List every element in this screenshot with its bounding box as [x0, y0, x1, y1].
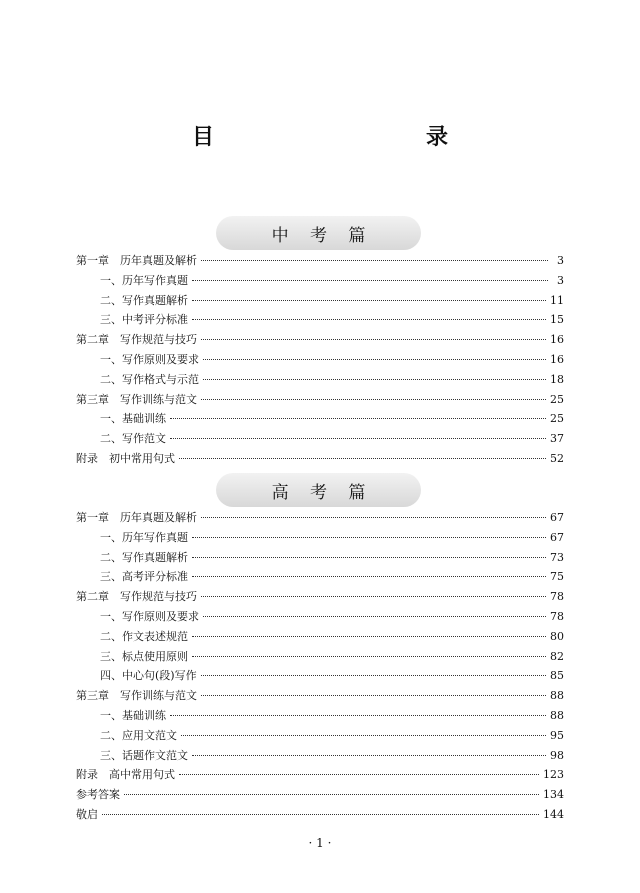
toc-entry-label: 第一章 历年真题及解析 [76, 254, 197, 267]
toc-entry-page: 25 [550, 392, 564, 406]
page-title: 目 录 [191, 124, 504, 150]
toc-chapter-entry[interactable] [76, 587, 564, 607]
toc-entry-label: 二、应用文范文 [100, 728, 177, 742]
toc-entry-page: 11 [550, 293, 564, 307]
toc-chapter-entry[interactable] [76, 765, 564, 785]
toc-entry-label: 附录 高中常用句式 [76, 768, 175, 782]
toc-entry-page: 16 [550, 333, 564, 347]
toc-entry-label: 一、写作原则及要求 [100, 609, 199, 623]
toc-entry-label: 第二章 写作规范与技巧 [76, 590, 197, 604]
page-number: · 1 · [308, 836, 332, 850]
toc-entry-label: 第一章 历年真题及解析 [76, 511, 197, 524]
toc-entry-page: 3 [557, 254, 564, 267]
toc-subsection-entry[interactable] [76, 647, 564, 667]
toc-subsection-entry[interactable] [76, 370, 564, 390]
toc-subsection-entry[interactable] [76, 627, 564, 647]
toc-chapter-entry[interactable] [76, 449, 564, 469]
dot-leader [192, 299, 546, 301]
dot-leader [203, 378, 546, 380]
toc-entry-label: 三、标点使用原则 [100, 649, 188, 663]
toc-entry-page: 16 [550, 352, 564, 366]
toc-entry-label: 第三章 写作训练与范文 [76, 392, 197, 406]
dot-leader [201, 516, 546, 518]
toc-entry-label: 一、历年写作真题 [100, 273, 188, 287]
toc-entry-label: 二、写作真题解析 [100, 293, 188, 307]
toc-entry-page: 75 [550, 570, 564, 584]
dot-leader [170, 714, 546, 716]
toc-entry-page: 52 [550, 451, 564, 465]
dot-leader [192, 279, 548, 281]
section-banner-zhongkao: 中 考 篇 [216, 216, 421, 250]
toc-entry-page: 88 [550, 689, 564, 703]
dot-leader [192, 556, 546, 558]
toc-subsection-entry[interactable] [76, 271, 564, 291]
dot-leader [201, 398, 546, 400]
dot-leader [192, 655, 546, 657]
toc-subsection-entry[interactable] [76, 310, 564, 330]
toc-subsection-entry[interactable] [76, 567, 564, 587]
toc-chapter-entry[interactable] [76, 686, 564, 706]
dot-leader [170, 437, 546, 439]
dot-leader [201, 674, 546, 676]
toc-entry-label: 三、话题作文范文 [100, 748, 188, 762]
toc-entry-page: 15 [550, 313, 564, 327]
toc-entry-label: 二、写作范文 [100, 432, 166, 446]
dot-leader [124, 793, 539, 795]
toc-subsection-entry[interactable] [76, 350, 564, 370]
toc-list-appendix [76, 785, 564, 825]
toc-entry-label: 三、高考评分标准 [100, 570, 188, 584]
toc-list-zhongkao [76, 251, 564, 469]
dot-leader [181, 734, 546, 736]
dot-leader [179, 773, 539, 775]
dot-leader [170, 417, 546, 419]
toc-chapter-entry[interactable] [76, 785, 564, 805]
toc-entry-label: 一、基础训练 [100, 708, 166, 722]
toc-entry-label: 第二章 写作规范与技巧 [76, 333, 197, 347]
toc-subsection-entry[interactable] [76, 607, 564, 627]
toc-entry-page: 85 [550, 669, 564, 683]
dot-leader [102, 813, 539, 815]
toc-entry-page: 123 [543, 768, 564, 782]
dot-leader [201, 595, 546, 597]
toc-subsection-entry[interactable] [76, 746, 564, 766]
toc-entry-page: 3 [557, 273, 564, 287]
dot-leader [201, 338, 546, 340]
toc-subsection-entry[interactable] [76, 706, 564, 726]
toc-subsection-entry[interactable] [76, 429, 564, 449]
toc-entry-page: 67 [550, 511, 564, 524]
toc-subsection-entry[interactable] [76, 726, 564, 746]
toc-subsection-entry[interactable] [76, 666, 564, 686]
toc-entry-label: 二、写作格式与示范 [100, 372, 199, 386]
toc-entry-page: 80 [550, 629, 564, 643]
toc-entry-page: 134 [543, 788, 564, 801]
toc-chapter-entry[interactable] [76, 508, 564, 528]
dot-leader [192, 536, 546, 538]
toc-entry-page: 25 [550, 412, 564, 426]
toc-entry-label: 二、写作真题解析 [100, 550, 188, 564]
toc-list-gaokao [76, 508, 564, 785]
toc-entry-label: 四、中心句(段)写作 [100, 669, 197, 683]
dot-leader [203, 615, 546, 617]
toc-entry-page: 18 [550, 372, 564, 386]
toc-entry-label: 第三章 写作训练与范文 [76, 689, 197, 703]
dot-leader [203, 358, 546, 360]
toc-entry-page: 82 [550, 649, 564, 663]
toc-entry-page: 144 [543, 807, 564, 821]
dot-leader [201, 259, 548, 261]
toc-entry-label: 附录 初中常用句式 [76, 451, 175, 465]
toc-entry-page: 98 [550, 748, 564, 762]
toc-entry-label: 二、作文表述规范 [100, 629, 188, 643]
toc-subsection-entry[interactable] [76, 548, 564, 568]
toc-entry-page: 37 [550, 432, 564, 446]
toc-entry-label: 一、历年写作真题 [100, 530, 188, 544]
toc-entry-label: 一、写作原则及要求 [100, 352, 199, 366]
toc-entry-page: 78 [550, 609, 564, 623]
toc-chapter-entry[interactable] [76, 251, 564, 271]
dot-leader [192, 575, 546, 577]
toc-chapter-entry[interactable] [76, 390, 564, 410]
toc-entry-label: 一、基础训练 [100, 412, 166, 426]
toc-chapter-entry[interactable] [76, 805, 564, 825]
dot-leader [201, 694, 546, 696]
dot-leader [192, 635, 546, 637]
toc-entry-page: 95 [550, 728, 564, 742]
toc-entry-label: 敬启 [76, 807, 98, 821]
toc-entry-label: 参考答案 [76, 788, 120, 801]
section-banner-gaokao: 高 考 篇 [216, 473, 421, 507]
toc-chapter-entry[interactable] [76, 330, 564, 350]
toc-subsection-entry[interactable] [76, 409, 564, 429]
toc-entry-label: 三、中考评分标准 [100, 313, 188, 327]
dot-leader [179, 457, 546, 459]
toc-subsection-entry[interactable] [76, 291, 564, 311]
toc-entry-page: 78 [550, 590, 564, 604]
dot-leader [192, 318, 546, 320]
dot-leader [192, 754, 546, 756]
toc-entry-page: 88 [550, 708, 564, 722]
toc-entry-page: 73 [550, 550, 564, 564]
toc-entry-page: 67 [550, 530, 564, 544]
toc-subsection-entry[interactable] [76, 528, 564, 548]
